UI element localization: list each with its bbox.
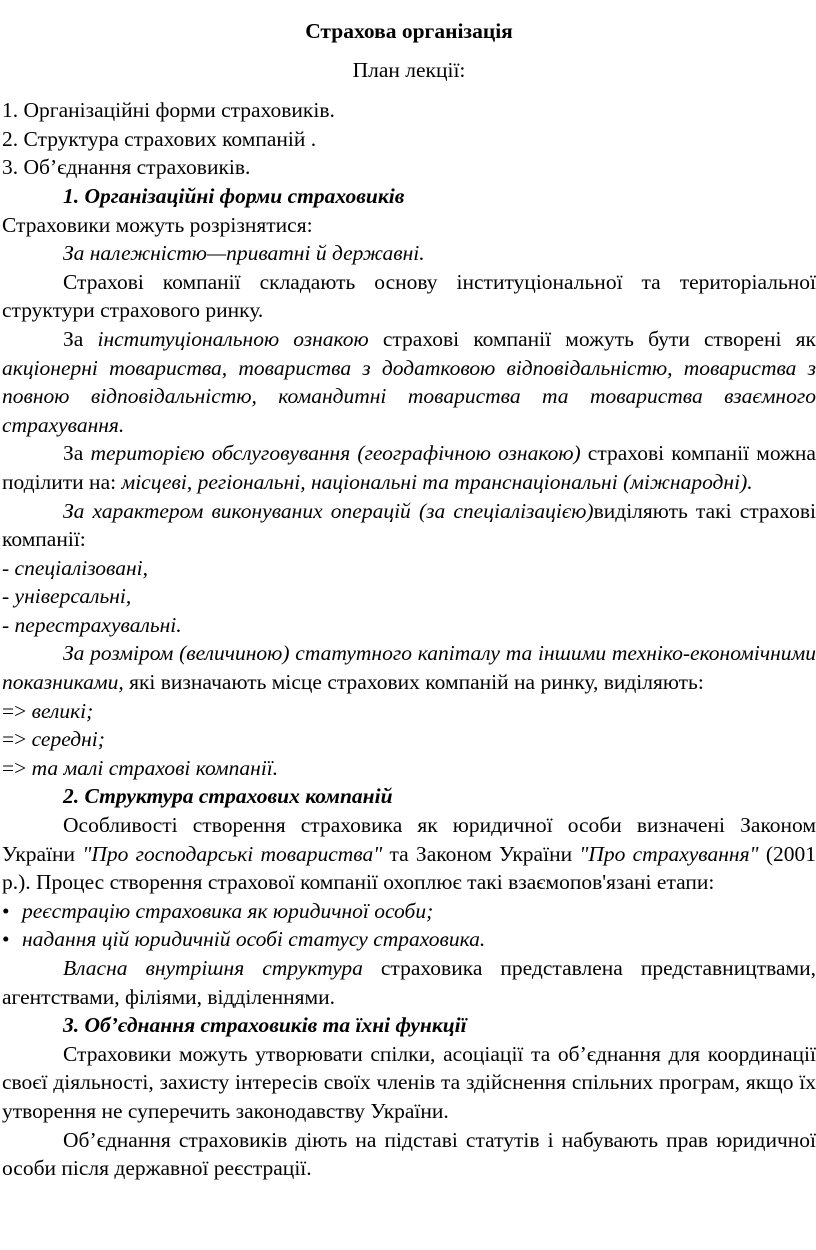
s2-law-commercial: "Про господарські товариства" [82,841,383,866]
s1-ownership: За належністю—приватні й державні. [63,241,425,266]
s1-terr-term: територією обслуговування (географічною ознакою) [90,441,581,466]
section-1-heading: 1. Організаційні форми страховиків [63,183,405,208]
s1-size-paragraph [2,639,816,696]
s2-bullet-2: • надання цій юридичній особі статусу страховика. [2,925,816,954]
section-3-heading: 3. Об’єднання страховиків та їхні функції [63,1013,467,1038]
plan-heading: План лекції: [352,57,466,82]
s2-structure-term: Власна внутрішня структура [63,956,363,980]
s1-basis-paragraph: Страхові компанії складають основу інституціональної та територіальної структури страхового ринку. [2,269,816,323]
bullet-icon: • [2,898,10,923]
s1-size-item-2: => середні; [2,727,105,752]
s2-structure-paragraph: Власна внутрішня структура страховика представлена представництвами, агентствами, філіями, відділеннями. [2,956,816,1009]
s1-spec-term: За характером виконуваних операцій (за спеціалізацією) [63,498,594,523]
s2-bullet-1: • реєстрацію страховика як юридичної особи; [2,897,816,926]
s1-terr-mid: страхові компанії можна поділити на: [2,441,816,494]
section-2-heading: 2. Структура страхових компаній [63,784,393,809]
plan-item-2: 2. Структура страхових компаній . [2,126,317,151]
s1-inst-term: інституціональною ознакою [97,326,369,351]
s1-spec-item-3: - перестрахувальні. [2,612,182,637]
s1-terr-pre: За [63,441,91,466]
s1-intro: Страховики можуть розрізнятися: [2,212,313,237]
plan-item-1: 1. Організаційні форми страховиків. [2,98,335,123]
s2-law-insurance: "Про страхування" [579,841,759,866]
s1-size-item-3: => та малі страхові компанії. [2,755,279,780]
s1-specialization-paragraph [2,497,816,554]
s2-creation-paragraph: Особливості створення страховика як юридичної особи визначені Законом України "Про господарські товариства" та Законом України "Про страхування" (2001 р.). Процес створення страхової компанії охоплює такі взаємопов'язані етапи: [2,813,816,895]
s3-paragraph-1: Страховики можуть утворювати спілки, асоціації та об’єднання для координації своєї діяльності, захисту інтересів своїх членів та здійснення спільних програм, якщо їх утворення не суперечить законодавству України. [2,1041,816,1123]
s1-spec-rest: виділяють такі страхові компанії: [2,498,816,552]
s1-spec-item-1: - спеціалізовані, [2,555,149,580]
s1-inst-pre: За [63,326,98,351]
plan-item-3: 3. Об’єднання страховиків. [2,155,251,180]
s1-spec-item-2: - універсальні, [2,584,132,609]
s1-inst-mid: страхові компанії можуть бути створені як [368,326,816,351]
s1-size-rest: які визначають місце страхових компаній на ринку, виділяють: [123,670,704,695]
s1-territorial-paragraph [2,439,816,496]
bullet-icon: • [2,927,10,952]
s1-size-item-1: => великі; [2,698,94,723]
s1-size-term: За розміром (величиною) статутного капіталу та іншими техніко-економічними показниками, [2,641,816,695]
s1-terr-types: місцеві, регіональні, національні та транснаціональні (міжнародні). [121,469,753,494]
s1-institutional-paragraph [2,325,816,439]
s1-inst-types: акціонерні товариства, товариства з додатковою відповідальністю, товариства з повною відповідальністю, командитні товариства та товариства взаємного страхування. [2,355,816,437]
document-title: Страхова організація [305,19,513,43]
s3-paragraph-2: Об’єднання страховиків діють на підставі статутів і набувають прав юридичної особи після державної реєстрації. [2,1127,816,1181]
